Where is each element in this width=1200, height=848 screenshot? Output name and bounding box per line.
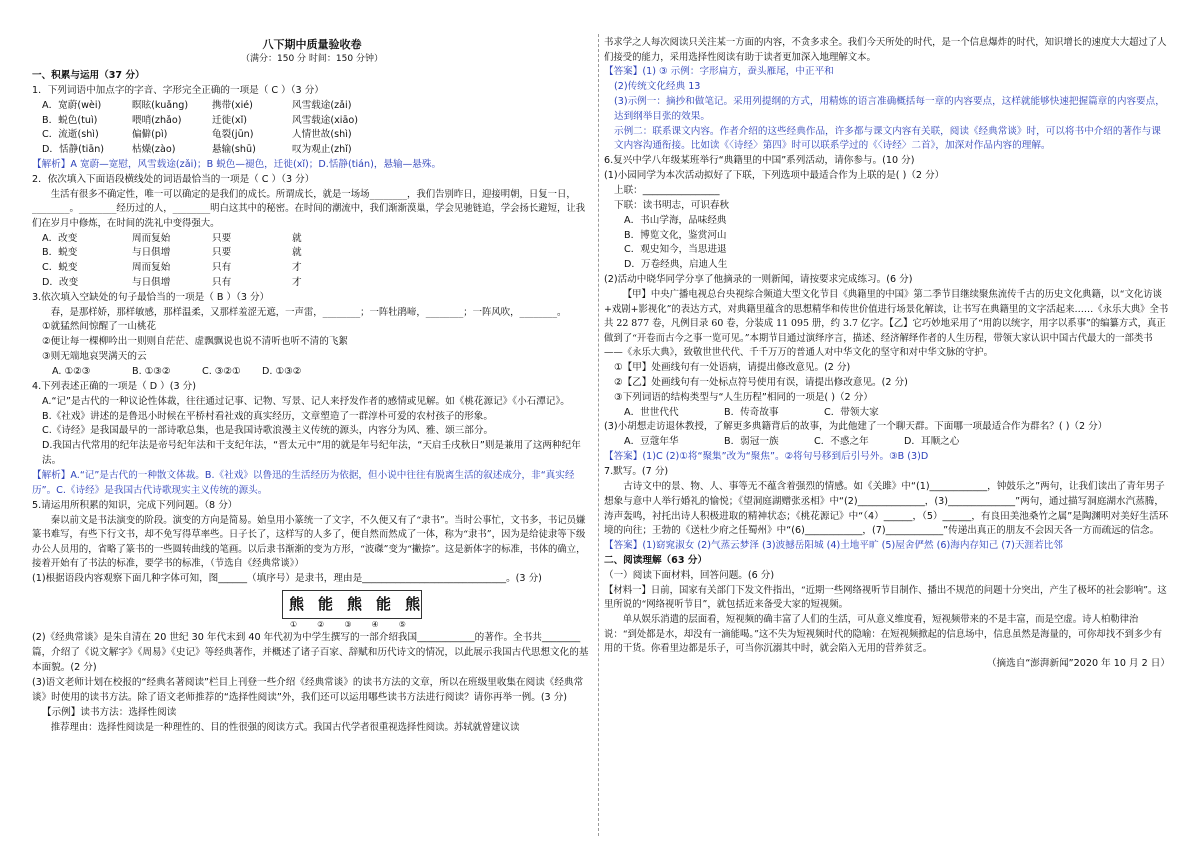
question-6-part-3: (3)小胡想走访退休教授，了解更多典籍背后的故事，为此他建了一个聊天群。下面哪一项最适合作为群名？( )（2 分） xyxy=(604,421,1108,433)
option-cell: 迁徙(xǐ) xyxy=(212,114,248,126)
question-5-reason-cont: 书求学之人每次阅读只关注某一方面的内容，不贪多求全。我们今天所处的时代，是一个信息爆炸的时代，知识增长的速度大大超过了人们接受的能力，采用选择性阅读有助于读者更加深入地理解文本。 xyxy=(604,37,1167,63)
calligraphy-samples xyxy=(282,590,422,619)
question-5: 5.请运用所积累的知识，完成下列问题。（8 分） xyxy=(32,499,238,511)
option-cell: 只有 xyxy=(212,277,232,289)
question-1-options xyxy=(32,99,592,158)
option-row xyxy=(32,143,592,158)
option-row xyxy=(32,246,592,261)
question-2-options xyxy=(32,232,592,291)
option: B. ①③② xyxy=(132,366,171,378)
question-3: 3.依次填入空缺处的句子最恰当的一项是（ B ）（3 分） xyxy=(32,292,270,304)
option-row xyxy=(32,114,592,129)
option-row xyxy=(32,128,592,143)
section-2-part-1: （一）阅读下面材料，回答问题。(6 分) xyxy=(604,569,775,581)
option-cell: 瞑眩(kuǎng) xyxy=(132,99,189,111)
couplet-up: 上联：________________ xyxy=(614,185,720,197)
answer-5-1: 【答案】(1) ③ 示例：字形扁方，蚕头雁尾，中正平和 xyxy=(604,66,834,78)
option-cell: 叹为观止(zhǐ) xyxy=(292,144,352,156)
question-3-item: ②便让每一棵柳吟出一则则自茫茫、虚飘飘说也说不清听也听不清的飞絮 xyxy=(42,336,349,348)
sub-question-options xyxy=(604,406,1170,421)
option: B．博览文化，鉴赏河山 xyxy=(624,229,727,241)
option-cell: 只要 xyxy=(212,247,232,259)
question-6-part-3-options xyxy=(604,435,1170,450)
option: B．传奇故事 xyxy=(724,406,779,418)
option-cell: 喂哨(zhǎo) xyxy=(132,114,182,126)
option-cell: 就 xyxy=(292,232,302,244)
column-divider xyxy=(598,34,599,836)
material-source: （摘选自“澎湃新闻”2020 年 10 月 2 日） xyxy=(986,657,1170,669)
option-cell: D．改变 xyxy=(42,277,79,289)
question-5-example: 【示例】读书方法：选择性阅读 xyxy=(42,706,177,718)
left-column xyxy=(32,36,592,834)
option-row xyxy=(32,276,592,291)
news-passage: 【甲】中央广播电视总台央视综合频道大型文化节目《典籍里的中国》第二季节目继续聚焦流传千古的历史文化典籍，以“文化访谈+戏剧+影视化”的表达方式，对典籍里蕴含的思想精华和传世价值进行场景化解读，让书写在典籍里的文字活起来……《永乐大典》全书共 22 877 卷，凡例目录 60 卷，分装成 11 095 册，约 3.7 亿字。【乙】它巧妙地采用了“用韵以统字，用字以系事”的编纂方式，真正做到了“开卷而古今之事一览可见。”本期节目通过演绎序言，描述、经济解绎作者的人生历程，带领大家认识中国古代最大的一部类书——《永乐大典》，致敬世世代代、千千万万的普通人对中华文化的坚守和对中华文脉的守护。 xyxy=(604,289,1169,359)
question-1-analysis: 【解析】A 宽蔚—宽慰，风雪载途(zǎi)；B 蜕色—褪色，迁徙(xǐ)；D.恬静(tián)，悬输—悬殊。 xyxy=(32,159,442,171)
option: D．耳顺之心 xyxy=(904,436,960,448)
question-2: 2．依次填入下面语段横线处的词语最恰当的一项是（ C ）（3 分） xyxy=(32,174,315,185)
question-5-part-3: (3)语文老师计划在校报的“经典名著阅读”栏目上刊登一些介绍《经典常谈》的读书方法的文章，所以在班级里收集在阅读《经典常谈》时使用的读书方法。除了语文老师推荐的“选择性阅读”外，我们还可以运用哪些读书方法进行阅读？请你再举一例。(3 分) xyxy=(32,677,584,703)
option-row xyxy=(32,99,592,114)
question-5-passage: 秦以前文是书法演变的阶段。演变的方向是简易。始皇用小篆统一了文字，不久便又有了“隶书”。当时公事忙，文书多，书记员嫌篆书难写，有些下行文书，却不免写得草率些。日子长了，这样写的人多了，便自然而然成了一体，称为“隶书”，因为是给徒隶等下级办公人员用的，省略了篆书的一些圆转曲线的笔画。以后隶书渐渐的变为方形，“波磔”变为“撇捺”。这是新体字的标准，书体的确立，接着开始有了书法的标准，要学书的标准，（节选自《经典常谈》） xyxy=(32,514,586,570)
option-cell: A．宽蔚(wèi) xyxy=(42,99,102,111)
question-3-item: ③则无端地哀哭满天的云 xyxy=(42,351,147,363)
question-3-item: ①就猛然间惊醒了一山桃花 xyxy=(42,321,157,333)
calligraphy-char: 能 xyxy=(318,594,334,613)
answer-5-3a: (3)示例一：摘抄和做笔记。采用列提纲的方式，用精炼的语言准确概括每一章的内容要点，这样就能够快速把握篇章的内容要点，达到纲举目张的效果。 xyxy=(614,95,1165,122)
option-cell: 与日俱增 xyxy=(132,277,171,289)
option-cell: 携带(xié) xyxy=(212,99,253,111)
question-1: 1．下列词语中加点字的字音、字形完全正确的一项是（ C ）（3 分） xyxy=(32,84,324,96)
option: B．弱冠一族 xyxy=(724,436,779,448)
option-cell: C．蜕变 xyxy=(42,262,78,274)
question-6-part-1: (1)小园同学为本次活动拟好了下联，下列选项中最适合作为上联的是( )（2 分） xyxy=(604,170,945,182)
option-cell: 才 xyxy=(292,277,302,289)
question-4-option-c: C.《诗经》是我国最早的一部诗歌总集，也是我国诗歌浪漫主义传统的源头，内容分为风、雅、颂三部分。 xyxy=(42,425,494,437)
calligraphy-num: ② xyxy=(317,620,325,630)
option: D. ①③② xyxy=(262,366,302,378)
section-heading: 一、积累与运用（37 分） xyxy=(32,69,145,81)
question-7-text: 古诗文中的景、物、人、事等无不蕴含着强烈的情感。如《关雎》中“(1)____________，钟鼓乐之”两句，让我们读出了青年男子想象与意中人举行婚礼的愉悦；《望洞庭湖赠张丞相》中“(2)______________，(3)______________”两句，通过描写洞庭湖水汽蒸腾，涛声轰鸣，衬托出诗人积极进取的精神状态；《桃花源记》中“（4）______，（5）______，有良田美池桑竹之属”是陶渊明对美好生活环境的向往；王勃的《送杜少府之任蜀州》中“(6)____________，(7)____________”传递出真正的朋友不会因天各一方而疏远的信念。 xyxy=(604,480,1169,537)
option-cell: A．改变 xyxy=(42,232,78,244)
calligraphy-char: 熊 xyxy=(405,594,421,613)
question-3-passage: 春，是那样娇，那样敏感，那样温柔，又那样羞涩无遮，一声雷，________；一阵牡鹃啼，________；一阵风吹，________。 xyxy=(50,306,567,318)
question-5-part-2: (2)《经典常谈》是朱自清在 20 世纪 30 年代末到 40 年代初为中学生撰写的一部介绍我国____________的著作。全书共________篇，介绍了《说文解字》《周易》《史记》等经典著作，并概述了诸子百家、辞赋和历代诗文的情况，以此展示我国古代思想文化的基本面貌。(2 分) xyxy=(32,632,589,674)
option-cell: 风雪载途(zǎi) xyxy=(292,99,352,111)
option-cell: 枯燥(zào) xyxy=(132,144,176,156)
calligraphy-num: ⑤ xyxy=(398,620,406,630)
option-cell: 悬输(shū) xyxy=(212,144,256,156)
option-row xyxy=(32,261,592,276)
option-cell: 只有 xyxy=(212,262,232,274)
option: C．观史知今，当思进退 xyxy=(624,244,727,256)
option-cell: B．蜕色(tuì) xyxy=(42,114,98,126)
option: D．万卷经典，启迪人生 xyxy=(624,259,728,271)
option: A．书山学海，品味经典 xyxy=(624,214,727,226)
question-4: 4.下列表述正确的一项是（ D ）(3 分) xyxy=(32,380,196,392)
question-3-options xyxy=(32,365,592,380)
option-cell: 风雪载途(xiāo) xyxy=(292,114,358,126)
option-cell: 偏僻(pì) xyxy=(132,129,168,141)
answer-5-2: (2)传统文化经典 13 xyxy=(614,81,701,93)
question-4-option-a: A.“记”是古代的一种议论性体裁，往往通过记事、记物、写景、记人来抒发作者的感情或见解。如《桃花源记》《小石潭记》。 xyxy=(42,395,570,407)
calligraphy-char: 能 xyxy=(376,594,392,613)
option: A. ①②③ xyxy=(52,366,91,378)
answer-7: 【答案】(1)窈窕淑女 (2)气蒸云梦泽 (3)波撼岳阳城 (4)土地平旷 (5)屋舍俨然 (6)海内存知己 (7)天涯若比邻 xyxy=(604,540,1063,552)
option-cell: 龟裂(jūn) xyxy=(212,129,254,141)
answer-6: 【答案】(1)C (2)①将“聚集”改为“聚焦”。②将句号移到后引号外。③B (3)D xyxy=(604,451,929,463)
option-cell: C．流逝(shì) xyxy=(42,129,99,141)
couplet-down: 下联：读书明志，可识春秋 xyxy=(614,199,730,211)
option-cell: 与日俱增 xyxy=(132,247,171,259)
option: C．带领大家 xyxy=(824,406,879,418)
calligraphy-char: 熊 xyxy=(347,594,363,613)
option: C. ③②① xyxy=(202,366,241,378)
option-cell: 周而复始 xyxy=(132,232,171,244)
material-1: 【材料一】日前，国家有关部门下发文件指出，“近期一些网络视听节目制作、播出不规范的问题十分突出，产生了极坏的社会影响”。这里所说的“网络视听节目”，就包括近来备受大家的短视频。 xyxy=(604,584,1167,611)
calligraphy-num: ① xyxy=(290,620,298,630)
option-cell: 才 xyxy=(292,262,302,274)
question-4-analysis: 【解析】A.“记”是古代的一种散文体裁。B.《社戏》以鲁迅的生活经历为依据，但小说中往往有脱离生活的叙述成分，非“真实经历”。C.《诗经》是我国古代诗歌现实主义传统的源头。 xyxy=(32,470,575,496)
question-7: 7.默写。(7 分) xyxy=(604,465,669,477)
option-cell: D．恬静(tiān) xyxy=(42,144,105,156)
option: A．豆蔻年华 xyxy=(624,436,679,448)
calligraphy-numbers xyxy=(290,619,592,631)
sub-question: ①【甲】处画线句有一处语病，请提出修改意见。(2 分) xyxy=(614,361,851,373)
question-4-option-d: D.我国古代常用的纪年法是帝号纪年法和干支纪年法，“晋太元中”用的就是年号纪年法，“天启壬戌秋日”则是兼用了这两种纪年法。 xyxy=(42,440,581,467)
calligraphy-num: ④ xyxy=(371,620,379,630)
page-subtitle: （满分：150 分 时间：150 分钟） xyxy=(241,54,383,65)
question-6: 6.复兴中学八年级某班举行“典籍里的中国”系列活动，请你参与。(10 分) xyxy=(604,155,915,167)
option-cell: 只要 xyxy=(212,232,232,244)
option-cell: 周而复始 xyxy=(132,262,171,274)
calligraphy-char: 熊 xyxy=(289,594,305,613)
option-cell: 就 xyxy=(292,247,302,259)
option-row xyxy=(32,232,592,247)
question-5-part-1: (1)根据语段内容观察下面几种字体可知，图______（填序号）是隶书，理由是______________________________。(3 分) xyxy=(32,572,542,584)
right-column xyxy=(604,36,1170,834)
answer-5-3b: 示例二：联系课文内容。作者介绍的这些经典作品，许多都与课文内容有关联，阅读《经典常谈》时，可以将书中介绍的著作与课文内容沟通衔接。比如读《〈诗经〉第四》时可以联系学过的《〈诗经〉二首》，加深对作品内容的理解。 xyxy=(614,125,1161,152)
calligraphy-num: ③ xyxy=(344,620,352,630)
question-4-option-b: B.《社戏》讲述的是鲁迅小时候在平桥村看社戏的真实经历，文章塑造了一群淳朴可爱的农村孩子的形象。 xyxy=(42,410,493,422)
option: A．世世代代 xyxy=(624,406,679,418)
material-1-body: 单从娱乐消遣的层面看，短视频的确丰富了人们的生活，可从意义维度看，短视频带来的不是丰富，而是空虚。诗人柏勒律治说：“到处都是水，却没有一滴能喝。”这不失为短视频时代的隐喻：在短视频掀起的信息场中，信息虽然是海量的，可你却找不到多少有用的干货。你看里边都是乐子，可当你沉溺其中时，就会陷入无用的营养贫乏。 xyxy=(604,613,1163,655)
question-5-reason: 推荐理由：选择性阅读是一种理性的、目的性很强的阅读方式。我国古代学者很重视选择性阅读。苏轼就曾建议读 xyxy=(50,721,520,733)
sub-question: ③下列词语的结构类型与“人生历程”相同的一项是( )（2 分） xyxy=(614,391,873,403)
section-heading: 二、阅读理解（63 分） xyxy=(604,555,708,567)
option-cell: 人情世故(shì) xyxy=(292,129,352,141)
question-6-part-2: (2)活动中晓华同学分享了他摘录的一则新闻，请按要求完成练习。(6 分) xyxy=(604,274,913,286)
sub-question: ②【乙】处画线句有一处标点符号使用有误，请提出修改意见。(2 分) xyxy=(614,376,908,388)
page-title: 八下期中质量验收卷 xyxy=(262,38,362,51)
question-2-passage: 生活有很多不确定性，唯一可以确定的是我们的成长。所谓成长，就是一场场________，我们告别昨日，迎接明朝，日复一日，________。________经历过的人，________明白这其中的秘密。在时间的潮流中，我们渐渐漠巢，学会见驰链追，学会扬长避短，让我们在岁月中修炼，在时间的洗礼中变得强大。 xyxy=(32,188,586,230)
option-cell: B．蜕变 xyxy=(42,247,78,259)
option: C．不惑之年 xyxy=(814,436,869,448)
